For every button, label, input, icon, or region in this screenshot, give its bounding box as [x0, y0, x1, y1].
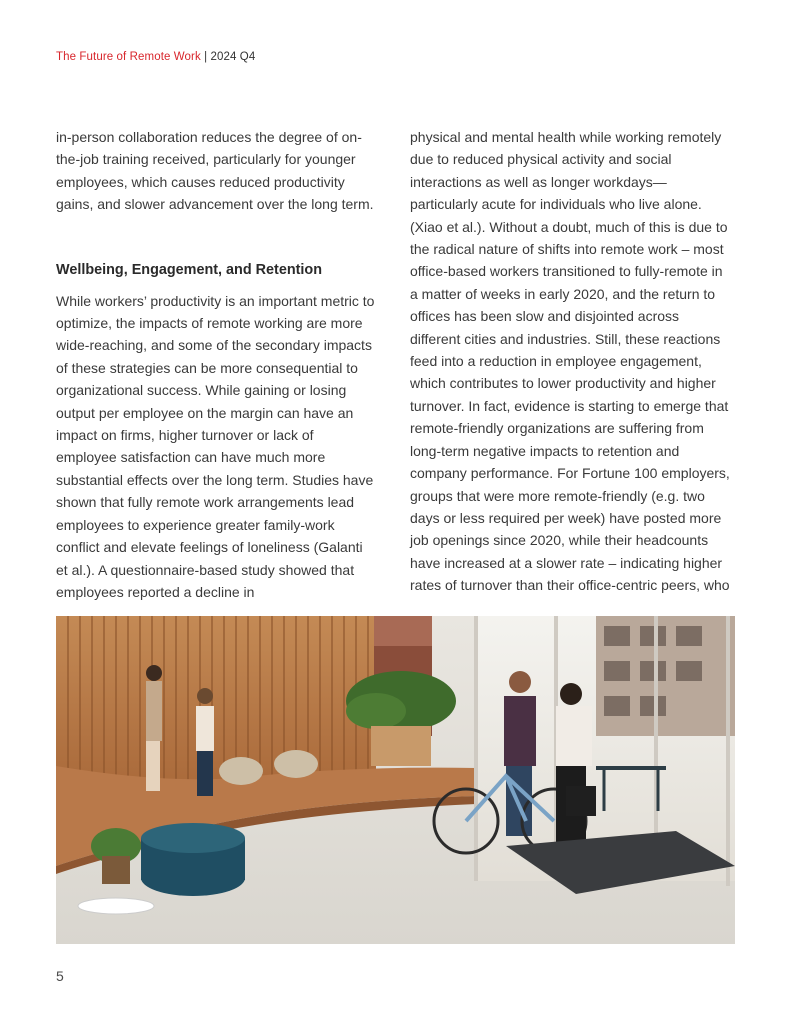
report-period: 2024 Q4 — [210, 51, 256, 63]
body-paragraph-right: physical and mental health while working remotely due to reduced physical activity and social interactions as well as longer workdays—particularly acute for individuals who live alone. (Xiao et al.). Without a doubt, much of this is due to the radical nature of shifts into remote work – most office-based workers transitioned to fully-remote in a matter of weeks in early 2020, and the return to offices has been slow and disjointed across different cities and industries. Still, these reactions feed into a reduction in employee engagement, which contributes to lower productivity and higher turnover. In fact, evidence is starting to emerge that remote-friendly organizations are suffering from long-term negative impacts to retention and company performance. For Fortune 100 employers, groups that were more remote-friendly (e.g. two days or less required per week) have posted more job openings since 2020, while their headcounts have increased at a slower rate – indicating higher rates of turnover than their office-centric peers, who — [410, 129, 730, 594]
section-heading: Wellbeing, Engagement, and Retention — [56, 261, 322, 278]
left-column — [56, 126, 378, 603]
running-header — [56, 51, 255, 63]
page-number: 5 — [56, 968, 64, 984]
header-separator: | — [204, 51, 208, 63]
report-title: The Future of Remote Work — [56, 51, 201, 63]
intro-paragraph: in-person collaboration reduces the degree of on-the-job training received, particularly for younger employees, which causes reduced productivity gains, and slower advancement over the long term. — [56, 129, 374, 213]
body-paragraph-left: While workers’ productivity is an important metric to optimize, the impacts of remote working are more wide-reaching, and some of the secondary impacts of these strategies can be more consequential to organizational success. While gaining or losing output per employee on the margin can have an impact on firms, higher turnover or lack of employee satisfaction can have much more substantial effects over the long term. Studies have shown that fully remote work arrangements lead employees to experience greater family-work conflict and elevate feelings of loneliness (Galanti et al.). A questionnaire-based study showed that employees reported a decline in — [56, 292, 375, 600]
office-lobby-photo — [56, 616, 735, 944]
right-column — [410, 126, 732, 597]
